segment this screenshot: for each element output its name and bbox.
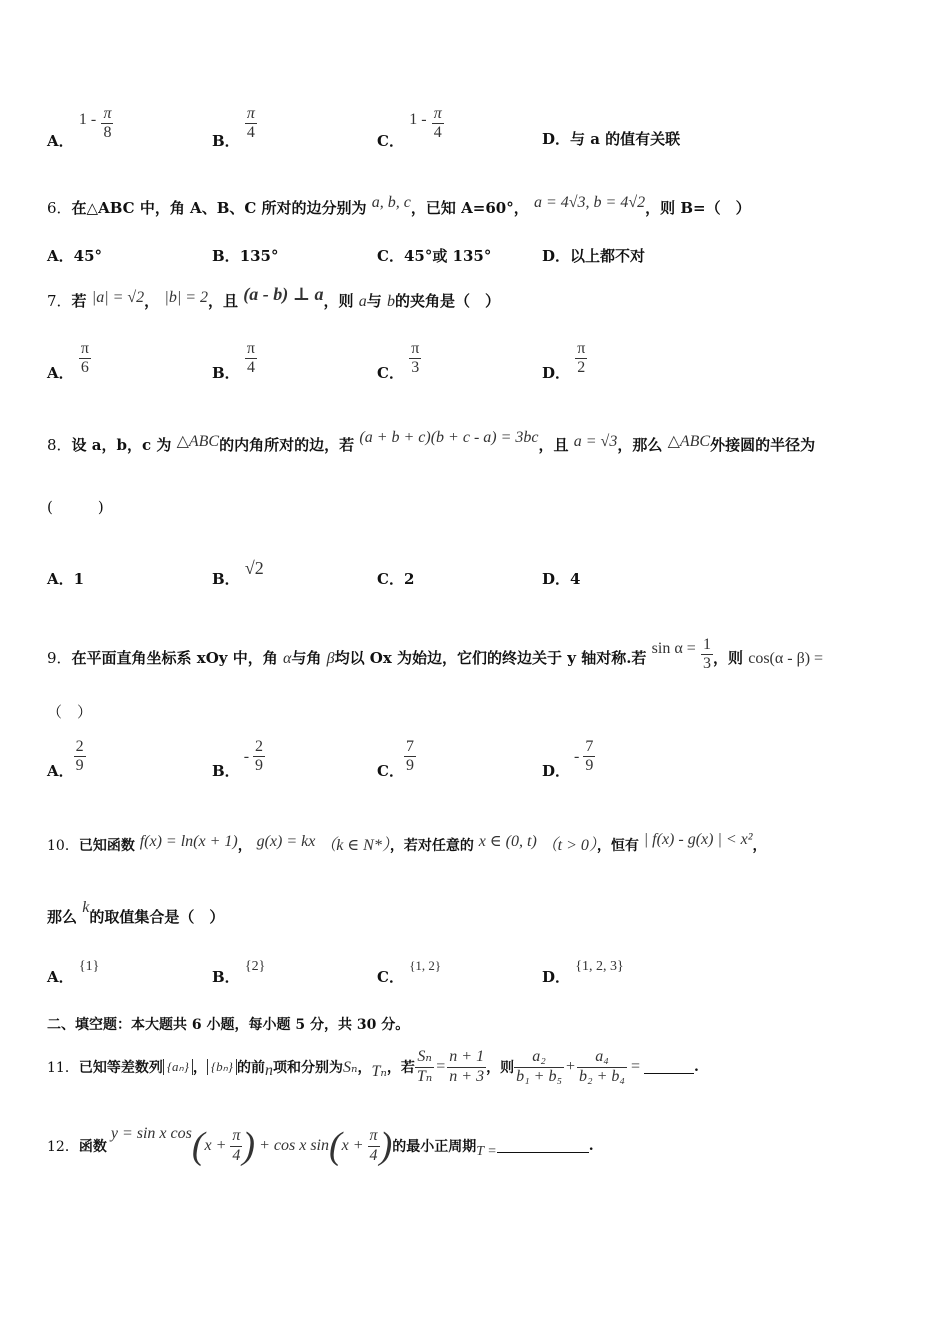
option-text: 2 — [403, 570, 415, 588]
option-fraction — [432, 105, 444, 143]
fraction-num: 7 — [405, 738, 414, 755]
fraction-num: 2 — [75, 738, 84, 755]
q7-option-b[interactable] — [212, 340, 257, 382]
option-label: B． — [212, 570, 240, 588]
option-label: A． — [47, 968, 74, 986]
option-text: 45° — [73, 247, 103, 265]
q8-option-a[interactable] — [47, 568, 84, 589]
question-text: 那么 — [47, 908, 78, 926]
fraction-num: a₂ — [532, 1048, 546, 1066]
option-fraction — [245, 105, 257, 143]
q6-option-b[interactable] — [212, 245, 279, 266]
q9-stem — [47, 636, 824, 678]
option-fraction — [101, 105, 113, 143]
question-text: ，恒有 — [596, 838, 639, 854]
q9-option-c[interactable] — [377, 738, 416, 780]
plus-sign: + — [566, 1058, 576, 1075]
expr-part: + — [211, 1137, 231, 1154]
option-label: D． — [542, 968, 571, 986]
fraction-num: π — [246, 105, 255, 122]
expr-x: x — [204, 1137, 212, 1154]
fraction-den: 2 — [577, 359, 586, 377]
paren-right: ) — [242, 1125, 256, 1167]
option-label: A． — [47, 247, 74, 265]
fraction-num: 7 — [585, 738, 594, 755]
option-label: D． — [542, 247, 571, 265]
equals-sign: = — [630, 1058, 640, 1075]
expr-part: + — [348, 1137, 368, 1154]
option-label: B． — [212, 131, 240, 150]
math-cond: |b| = 2 — [164, 289, 209, 306]
q9-option-d[interactable] — [542, 738, 595, 780]
expr-x: x — [159, 1125, 167, 1142]
paren-left: ( — [328, 1125, 342, 1167]
eq-fraction — [447, 1048, 486, 1086]
expr-x: x — [299, 1137, 307, 1154]
question-text: ，且 — [208, 292, 239, 310]
math-triangle: △ABC — [667, 433, 711, 450]
question-text: 在△ABC 中，角 A、B、C 所对的边分别为 — [71, 199, 367, 217]
fraction-den: b₁ + b₅ — [516, 1067, 562, 1085]
math-T: T = — [476, 1144, 497, 1159]
fraction-num: π — [80, 340, 89, 357]
math-cond: (a + b + c)(b + c - a) = 3bc — [359, 429, 539, 446]
question-text: . — [588, 1138, 594, 1154]
option-text: {1} — [78, 959, 100, 974]
answer-blank[interactable] — [644, 1061, 694, 1074]
option-label: C． — [377, 570, 404, 588]
option-label: B． — [212, 247, 240, 265]
q9-option-a[interactable] — [47, 738, 86, 780]
question-text: ，则 — [486, 1060, 515, 1076]
sum-fraction-1 — [514, 1048, 564, 1086]
q9-answer-paren: （ ） — [47, 703, 93, 721]
option-label: C． — [377, 363, 404, 382]
option-prefix: 1 - — [409, 110, 427, 128]
q6-stem — [47, 194, 751, 218]
option-fraction — [583, 738, 595, 776]
option-text: √2 — [244, 558, 264, 578]
q5-option-c[interactable] — [377, 105, 444, 150]
option-text: {1, 2, 3} — [575, 959, 624, 974]
question-text: 项和分别为 — [272, 1060, 343, 1076]
option-label: C． — [377, 247, 404, 265]
fraction-den: b₂ + b₄ — [579, 1067, 625, 1085]
fraction-den: 3 — [411, 359, 420, 377]
fraction-num: π — [369, 1127, 378, 1145]
math-var: a — [358, 293, 367, 310]
question-text: 在平面直角坐标系 xOy 中，角 — [71, 648, 278, 667]
option-text: 与 a 的值有关联 — [570, 130, 681, 148]
q8-stem — [47, 429, 816, 455]
fraction-den: 9 — [255, 757, 264, 775]
pi-fraction — [368, 1127, 380, 1165]
math-var: b — [387, 293, 396, 310]
option-text: {1, 2} — [409, 958, 442, 973]
question-text: 的取值集合是（ ） — [89, 908, 225, 926]
question-text: 已知函数 — [78, 838, 135, 854]
math-sin: sin α = — [651, 639, 696, 657]
question-text: 外接圆的半径为 — [710, 436, 816, 454]
fraction-num: Sₙ — [417, 1048, 432, 1066]
option-label: D． — [542, 130, 571, 148]
fraction-num: n + 1 — [449, 1048, 485, 1066]
math-k: k — [82, 899, 90, 916]
fraction-num: π — [232, 1127, 241, 1145]
question-text: ，已知 A=60°， — [410, 199, 529, 217]
math-f: f(x) = ln(x + 1) — [139, 833, 238, 850]
q10-stem-cont — [47, 899, 225, 927]
math-n: n — [264, 1062, 273, 1079]
question-text: ，且 — [538, 436, 569, 454]
option-text: 45°或 135° — [403, 247, 492, 265]
fraction-den: 9 — [405, 757, 414, 775]
option-label: D． — [542, 363, 571, 382]
math-g: g(x) = kx — [256, 833, 316, 850]
expr-part: = sin — [117, 1125, 160, 1142]
expr-x: x — [341, 1137, 349, 1154]
option-sign: - — [574, 747, 580, 765]
question-text: ， — [357, 1060, 372, 1076]
option-fraction — [245, 340, 257, 378]
q5-option-b[interactable] — [212, 105, 257, 150]
question-number: 9． — [47, 648, 72, 667]
question-text: ， — [237, 838, 252, 854]
math-given: a = 4√3, b = 4√2 — [533, 194, 646, 211]
math-cos: cos(α - β) = — [748, 649, 824, 667]
option-text: 1 — [73, 570, 85, 588]
question-number: 12． — [47, 1139, 79, 1155]
option-label: C． — [377, 968, 404, 986]
question-text: ，则 — [323, 292, 354, 310]
math-alpha: α — [282, 649, 292, 667]
option-text: 4 — [570, 570, 581, 588]
option-label: A． — [47, 131, 74, 150]
math-cond: (a - b) ⊥ a — [243, 284, 324, 304]
math-sequence-b: {bₙ} — [207, 1059, 237, 1075]
option-label: C． — [377, 761, 404, 780]
option-label: B． — [212, 968, 240, 986]
option-fraction — [79, 340, 91, 378]
question-number: 6． — [47, 199, 72, 217]
q6-option-d[interactable] — [542, 245, 645, 266]
question-text: ，则 B=（ ） — [645, 199, 751, 217]
q5-option-d[interactable] — [542, 128, 680, 149]
fraction-den: 9 — [585, 757, 594, 775]
question-text: 的内角所对的边，若 — [219, 436, 355, 454]
option-label: A． — [47, 761, 74, 780]
question-number: 10． — [47, 838, 79, 854]
q8-option-c[interactable] — [377, 568, 414, 589]
option-fraction — [409, 340, 421, 378]
expr-part: + cos — [255, 1137, 300, 1154]
fraction-den: n + 3 — [449, 1067, 485, 1085]
question-text: 与角 — [291, 648, 322, 667]
question-text: . — [693, 1059, 699, 1075]
option-fraction — [404, 738, 416, 776]
math-sequence-a: {aₙ} — [163, 1059, 193, 1075]
fraction-den: 4 — [433, 124, 442, 142]
fraction-den: 8 — [103, 124, 112, 142]
question-text: 的夹角是（ ） — [395, 292, 501, 310]
option-text: 以上都不对 — [570, 247, 646, 265]
math-k-cond: （k ∈ N*） — [320, 837, 390, 854]
q10-option-a[interactable] — [47, 959, 100, 987]
option-fraction — [253, 738, 265, 776]
question-text: 的最小正周期 — [392, 1139, 477, 1155]
fraction-den: 4 — [369, 1146, 378, 1164]
fraction-num: π — [103, 105, 112, 122]
q7-option-d[interactable] — [542, 340, 587, 382]
fraction-num: 1 — [702, 636, 711, 653]
math-triangle: △ABC — [176, 433, 220, 450]
fraction-den: 3 — [702, 655, 711, 673]
math-function — [111, 1124, 392, 1168]
sum-fraction-2 — [577, 1048, 627, 1086]
question-text: 的前 — [236, 1060, 265, 1076]
fraction-den: 4 — [246, 359, 255, 377]
math-x-cond: x ∈ (0, t) — [478, 833, 537, 850]
question-text: ， — [192, 1060, 207, 1076]
fraction-num: π — [577, 340, 586, 357]
paren-right: ) — [379, 1125, 393, 1167]
q8-option-d[interactable] — [542, 568, 580, 589]
option-label: D． — [542, 761, 571, 780]
answer-blank[interactable] — [497, 1140, 589, 1153]
option-text: {2} — [244, 959, 266, 974]
question-text: 函数 — [78, 1139, 107, 1155]
question-text: 若 — [71, 292, 87, 310]
question-number: 7． — [47, 292, 72, 310]
fraction-num: 2 — [255, 738, 264, 755]
pi-fraction — [230, 1127, 242, 1165]
q8-answer-paren: ( ) — [47, 498, 104, 516]
option-label: B． — [212, 363, 240, 382]
option-label: A． — [47, 363, 74, 382]
sin-fraction — [701, 636, 713, 674]
q8-option-b[interactable] — [212, 558, 264, 589]
math-t-cond: （t > 0） — [541, 837, 597, 854]
equals-sign: = — [436, 1058, 446, 1075]
option-label: A． — [47, 570, 74, 588]
option-fraction — [74, 738, 86, 776]
math-beta: β — [326, 649, 335, 667]
option-text: 135° — [239, 247, 279, 265]
option-sign: - — [243, 747, 250, 765]
fraction-num: a₄ — [595, 1048, 609, 1066]
question-text: 与 — [366, 292, 382, 310]
fraction-den: Tₙ — [416, 1067, 433, 1085]
fraction-num: π — [433, 105, 442, 122]
q7-option-c[interactable] — [377, 340, 421, 382]
option-prefix: 1 - — [78, 110, 97, 128]
q10-option-c[interactable] — [377, 958, 442, 987]
paren-left: ( — [191, 1125, 205, 1167]
expr-y: y — [110, 1125, 118, 1142]
q10-option-d[interactable] — [542, 959, 624, 987]
section-heading: 二、填空题：本大题共 6 小题，每小题 5 分，共 30 分。 — [47, 1017, 410, 1033]
math-cond: |a| = √2 — [91, 289, 145, 306]
option-label: D． — [542, 570, 571, 588]
fraction-den: 4 — [246, 124, 255, 142]
fraction-num: π — [411, 340, 420, 357]
question-text: ，那么 — [617, 436, 663, 454]
question-number: 11． — [47, 1060, 79, 1076]
q12-stem — [47, 1124, 594, 1168]
question-text: ，若对任意的 — [389, 838, 474, 854]
q11-stem — [47, 1042, 699, 1092]
q6-option-c[interactable] — [377, 245, 491, 266]
q7-stem — [47, 284, 501, 311]
q9-option-b[interactable] — [212, 738, 265, 780]
question-text: ， — [752, 838, 767, 854]
fraction-num: π — [246, 340, 255, 357]
math-inequality: | f(x) - g(x) | < x² — [643, 831, 753, 848]
question-number: 8． — [47, 436, 72, 454]
math-Sn: Sₙ — [342, 1059, 358, 1076]
fraction-den: 9 — [75, 757, 84, 775]
math-Tn: Tₙ — [371, 1063, 387, 1080]
q10-stem — [47, 832, 767, 855]
q6-option-a[interactable] — [47, 245, 102, 266]
expr-part: cos — [166, 1125, 192, 1142]
math-sides: a, b, c — [371, 194, 411, 211]
option-label: B． — [212, 761, 240, 780]
question-text: ，若 — [386, 1060, 415, 1076]
math-cond: a = √3 — [573, 433, 618, 450]
option-label: C． — [377, 131, 404, 150]
option-fraction — [575, 340, 587, 378]
q5-option-a[interactable] — [47, 105, 113, 150]
question-text: 设 a，b，c 为 — [71, 436, 172, 454]
q10-option-b[interactable] — [212, 959, 266, 987]
q7-option-a[interactable] — [47, 340, 91, 382]
expr-part: sin — [306, 1137, 329, 1154]
question-text: ，则 — [712, 648, 743, 667]
question-text: 均以 Ox 为始边，它们的终边关于 y 轴对称.若 — [334, 648, 647, 667]
ratio-fraction — [415, 1048, 434, 1086]
fraction-den: 6 — [80, 359, 89, 377]
question-text: 已知等差数列 — [78, 1060, 163, 1076]
fraction-den: 4 — [232, 1146, 241, 1164]
question-text: ， — [144, 292, 160, 310]
